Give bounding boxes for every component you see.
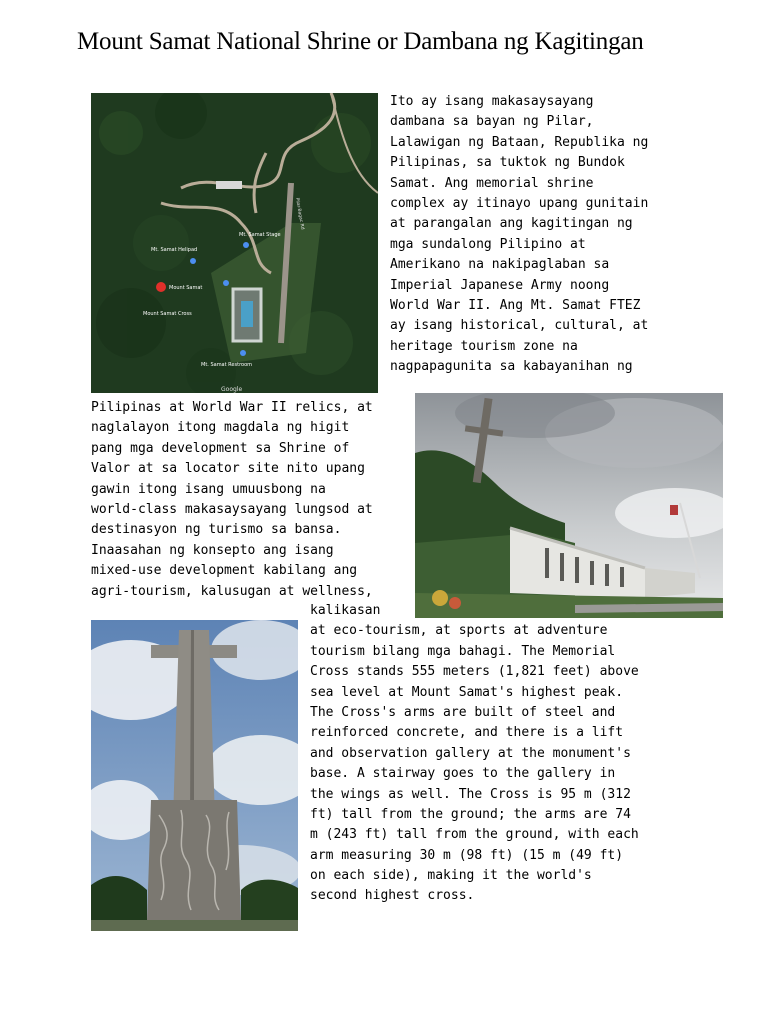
- text-line: arm measuring 30 m (98 ft) (15 m (49 ft): [310, 847, 624, 863]
- text-line: kalikasan: [310, 603, 381, 618]
- text-line: Ito ay isang makasaysayang: [390, 94, 594, 109]
- text-line: ft) tall from the ground; the arms are 74: [310, 806, 631, 822]
- text-line: Pilipinas, sa tuktok ng Bundok: [390, 155, 625, 171]
- text-line: sea level at Mount Samat's highest peak.: [310, 684, 624, 700]
- map-label-mount-samat: Mount Samat: [169, 285, 203, 291]
- shrine-colonnade-photo: [415, 393, 723, 618]
- map-label-cross: Mount Samat Cross: [143, 311, 192, 317]
- text-line: naglalayon itong magdala ng higit: [91, 420, 350, 436]
- text-line: ay isang historical, cultural, at: [390, 318, 649, 334]
- satellite-map-image: [91, 93, 378, 393]
- memorial-cross-photo: [91, 620, 298, 931]
- text-line: world-class makasaysayang lungsod at: [91, 501, 373, 517]
- map-label-stage: Mt. Samat Stage: [239, 232, 281, 238]
- text-line: Imperial Japanese Army noong: [390, 277, 610, 293]
- text-line: second highest cross.: [310, 888, 475, 904]
- text-line: Pilipinas at World War II relics, at: [91, 400, 373, 415]
- document-title: Mount Samat National Shrine or Dambana ng Kagitingan: [77, 28, 644, 55]
- text-line: destinasyon ng turismo sa bansa.: [91, 522, 342, 538]
- map-label-helipad: Mt. Samat Helipad: [151, 247, 198, 253]
- text-line: Inaasahan ng konsepto ang isang: [91, 542, 334, 558]
- text-line: base. A stairway goes to the gallery in: [310, 766, 616, 782]
- text-line: Cross stands 555 meters (1,821 feet) above: [310, 664, 639, 680]
- text-line: tourism bilang mga bahagi. The Memorial: [310, 643, 616, 659]
- text-line: agri-tourism, kalusugan at wellness,: [91, 583, 373, 599]
- paragraph-block-2: [91, 398, 373, 602]
- text-line: World War II. Ang Mt. Samat FTEZ: [390, 297, 641, 313]
- map-label-road: Pilar-Bagac Rd: [294, 197, 305, 231]
- text-line: Valor at sa locator site nito upang: [91, 461, 365, 477]
- text-line: Samat. Ang memorial shrine: [390, 175, 594, 191]
- paragraph-block-1: [390, 92, 648, 377]
- text-line: heritage tourism zone na: [390, 338, 578, 354]
- paragraph-block-3: [310, 601, 639, 907]
- text-line: m (243 ft) tall from the ground, with each: [310, 827, 639, 843]
- text-line: dambana sa bayan ng Pilar,: [390, 114, 594, 130]
- text-line: Lalawigan ng Bataan, Republika ng: [390, 134, 649, 150]
- map-google-watermark: Google: [221, 386, 243, 393]
- text-line: The Cross's arms are built of steel and: [310, 704, 616, 720]
- map-label-restroom: Mt. Samat Restroom: [201, 362, 253, 368]
- text-line: reinforced concrete, and there is a lift: [310, 725, 624, 741]
- text-line: at eco-tourism, at sports at adventure: [310, 623, 608, 639]
- text-line: Amerikano na nakipaglaban sa: [390, 257, 610, 273]
- text-line: mixed-use development kabilang ang: [91, 563, 358, 579]
- text-line: pang mga development sa Shrine of: [91, 440, 350, 456]
- text-line: on each side), making it the world's: [310, 868, 592, 884]
- text-line: nagpapagunita sa kabayanihan ng: [390, 359, 633, 375]
- text-line: mga sundalong Pilipino at: [390, 236, 586, 252]
- map-pin-icon: [156, 282, 166, 292]
- text-line: complex ay itinayo upang gunitain: [390, 195, 649, 211]
- text-line: at parangalan ang kagitingan ng: [390, 216, 633, 232]
- text-line: and observation gallery at the monument's: [310, 745, 631, 761]
- text-line: the wings as well. The Cross is 95 m (312: [310, 786, 631, 802]
- text-line: gawin itong isang umuusbong na: [91, 481, 326, 497]
